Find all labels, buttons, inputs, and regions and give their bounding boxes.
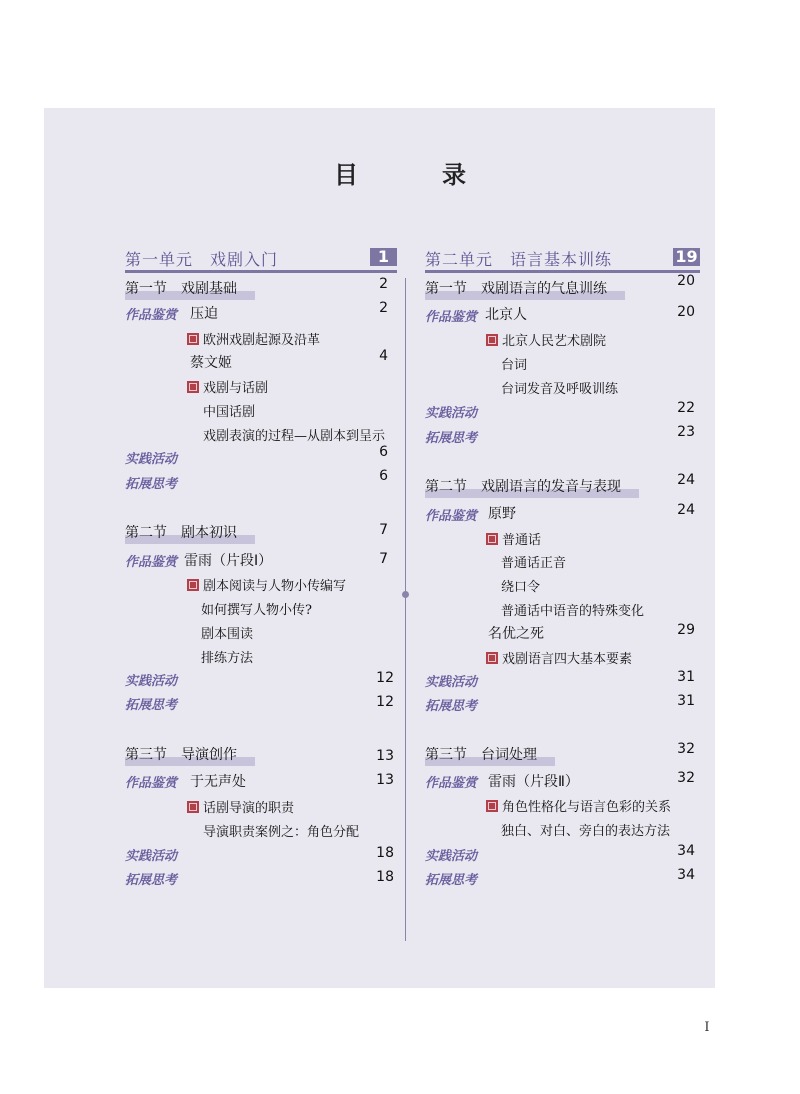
practice-activity-page: 31: [677, 669, 695, 685]
sub-director-duties[interactable]: [187, 797, 294, 816]
expand-thinking-tag[interactable]: 拓展思考: [125, 873, 178, 888]
sub-mandarin-correction[interactable]: 普通话正音: [501, 556, 567, 571]
sub-pronunciation-breathing[interactable]: 台词发音及呼吸训练: [501, 382, 619, 397]
work-yuanye-page: 24: [677, 502, 695, 518]
work-caiwenji[interactable]: 蔡文姬: [190, 355, 232, 371]
practice-activity-page: 18: [376, 845, 394, 861]
section-1-1-title[interactable]: 第一节 戏剧基础: [125, 276, 255, 300]
work-yuanye[interactable]: 原野: [488, 506, 516, 522]
work-yapo-page: 2: [379, 300, 388, 316]
work-leiyu-1-page: 7: [379, 551, 388, 567]
sub-lines[interactable]: 台词: [501, 358, 528, 373]
expand-thinking-tag[interactable]: 拓展思考: [425, 431, 478, 446]
page-title: 目 录: [334, 160, 496, 189]
practice-activity-tag[interactable]: 实践活动: [125, 849, 178, 864]
page-number: I: [704, 1020, 710, 1035]
sub-chinese-drama[interactable]: 中国话剧: [203, 405, 256, 420]
section-2-3-title[interactable]: 第三节 台词处理: [425, 742, 555, 766]
sub-casting-case[interactable]: 导演职责案例之：角色分配: [203, 825, 360, 840]
seal-icon: [187, 801, 199, 813]
work-beijingren[interactable]: 北京人: [485, 307, 527, 323]
work-appreciation-tag: 作品鉴赏: [125, 308, 178, 323]
divider-dot: [402, 591, 409, 598]
seal-icon: [187, 381, 199, 393]
section-2-2-title[interactable]: 第二节 戏剧语言的发音与表现: [425, 474, 639, 498]
work-appreciation-tag: 作品鉴赏: [425, 776, 478, 791]
seal-icon: [187, 333, 199, 345]
section-1-2-page: 7: [379, 522, 388, 538]
unit-2-title[interactable]: 第二单元 语言基本训练: [425, 250, 613, 269]
expand-thinking-page: 31: [677, 693, 695, 709]
expand-thinking-page: 34: [677, 867, 695, 883]
work-appreciation-tag: 作品鉴赏: [125, 776, 178, 791]
expand-thinking-page: 23: [677, 424, 695, 440]
practice-activity-page: 34: [677, 843, 695, 859]
sub-label: 戏剧与话剧: [203, 381, 269, 396]
section-2-1-page: 20: [677, 273, 695, 289]
expand-thinking-tag[interactable]: 拓展思考: [425, 699, 478, 714]
sub-label: 角色性格化与语言色彩的关系: [502, 800, 672, 815]
practice-activity-tag[interactable]: 实践活动: [125, 452, 178, 467]
practice-activity-tag[interactable]: 实践活动: [125, 674, 178, 689]
sub-label: 戏剧语言四大基本要素: [502, 652, 633, 667]
practice-activity-tag[interactable]: 实践活动: [425, 849, 478, 864]
practice-activity-page: 6: [379, 444, 388, 460]
work-mingyouzhisi-page: 29: [677, 622, 695, 638]
section-2-2-page: 24: [677, 472, 695, 488]
work-yuwushengchu-page: 13: [376, 772, 394, 788]
expand-thinking-page: 18: [376, 869, 394, 885]
section-1-2-title[interactable]: 第二节 剧本初识: [125, 520, 255, 544]
sub-script-reading[interactable]: [187, 575, 346, 594]
practice-activity-tag[interactable]: 实践活动: [425, 406, 478, 421]
sub-label: 话剧导演的职责: [203, 801, 295, 816]
expand-thinking-page: 12: [376, 694, 394, 710]
sub-character-bio[interactable]: 如何撰写人物小传?: [201, 603, 312, 618]
sub-mandarin[interactable]: [486, 529, 541, 548]
sub-label: 普通话: [502, 533, 542, 548]
seal-icon: [486, 533, 498, 545]
sub-special-sound-changes[interactable]: 普通话中语音的特殊变化: [501, 604, 645, 619]
work-mingyouzhisi[interactable]: 名优之死: [488, 626, 544, 642]
work-appreciation-tag: 作品鉴赏: [425, 310, 478, 325]
expand-thinking-tag[interactable]: 拓展思考: [125, 698, 178, 713]
seal-icon: [187, 579, 199, 591]
work-appreciation-tag: 作品鉴赏: [425, 509, 478, 524]
section-1-1-page: 2: [379, 276, 388, 292]
work-leiyu-2[interactable]: 雷雨（片段Ⅱ）: [488, 774, 579, 790]
practice-activity-page: 12: [376, 670, 394, 686]
work-caiwenji-page: 4: [379, 348, 388, 364]
sub-four-elements[interactable]: [486, 648, 632, 667]
work-leiyu-1[interactable]: 雷雨（片段Ⅰ）: [184, 553, 273, 569]
practice-activity-tag[interactable]: 实践活动: [425, 675, 478, 690]
work-leiyu-2-page: 32: [677, 770, 695, 786]
expand-thinking-tag[interactable]: 拓展思考: [125, 477, 178, 492]
practice-activity-page: 22: [677, 400, 695, 416]
sub-label: 欧洲戏剧起源及沿革: [203, 333, 321, 348]
sub-drama-and-play[interactable]: [187, 377, 268, 396]
sub-rehearsal-methods[interactable]: 排练方法: [201, 651, 254, 666]
sub-label: 北京人民艺术剧院: [502, 334, 607, 349]
expand-thinking-tag[interactable]: 拓展思考: [425, 873, 478, 888]
unit-1-underline: [125, 270, 397, 273]
sub-performance-process[interactable]: 戏剧表演的过程—从剧本到呈示: [203, 429, 386, 444]
sub-monologue-dialogue-aside[interactable]: 独白、对白、旁白的表达方法: [501, 824, 671, 839]
unit-2-page-badge: 19: [673, 248, 700, 266]
work-yapo[interactable]: 压迫: [190, 306, 218, 322]
column-divider: [405, 278, 406, 941]
work-appreciation-tag: 作品鉴赏: [125, 555, 178, 570]
sub-label: 剧本阅读与人物小传编写: [203, 579, 347, 594]
unit-1-title[interactable]: 第一单元 戏剧入门: [125, 250, 279, 269]
sub-beijing-peoples-art-theatre[interactable]: [486, 330, 606, 349]
section-1-3-title[interactable]: 第三节 导演创作: [125, 742, 255, 766]
work-yuwushengchu[interactable]: 于无声处: [190, 774, 246, 790]
section-2-1-title[interactable]: 第一节 戏剧语言的气息训练: [425, 276, 625, 300]
expand-thinking-page: 6: [379, 468, 388, 484]
section-1-3-page: 13: [376, 748, 394, 764]
sub-table-read[interactable]: 剧本围读: [201, 627, 254, 642]
work-beijingren-page: 20: [677, 304, 695, 320]
unit-1-page-badge: 1: [370, 248, 397, 266]
seal-icon: [486, 800, 498, 812]
sub-characterization-language[interactable]: [486, 796, 671, 815]
seal-icon: [486, 652, 498, 664]
sub-european-drama[interactable]: [187, 329, 320, 348]
seal-icon: [486, 334, 498, 346]
sub-tongue-twister[interactable]: 绕口令: [501, 580, 541, 595]
section-2-3-page: 32: [677, 741, 695, 757]
